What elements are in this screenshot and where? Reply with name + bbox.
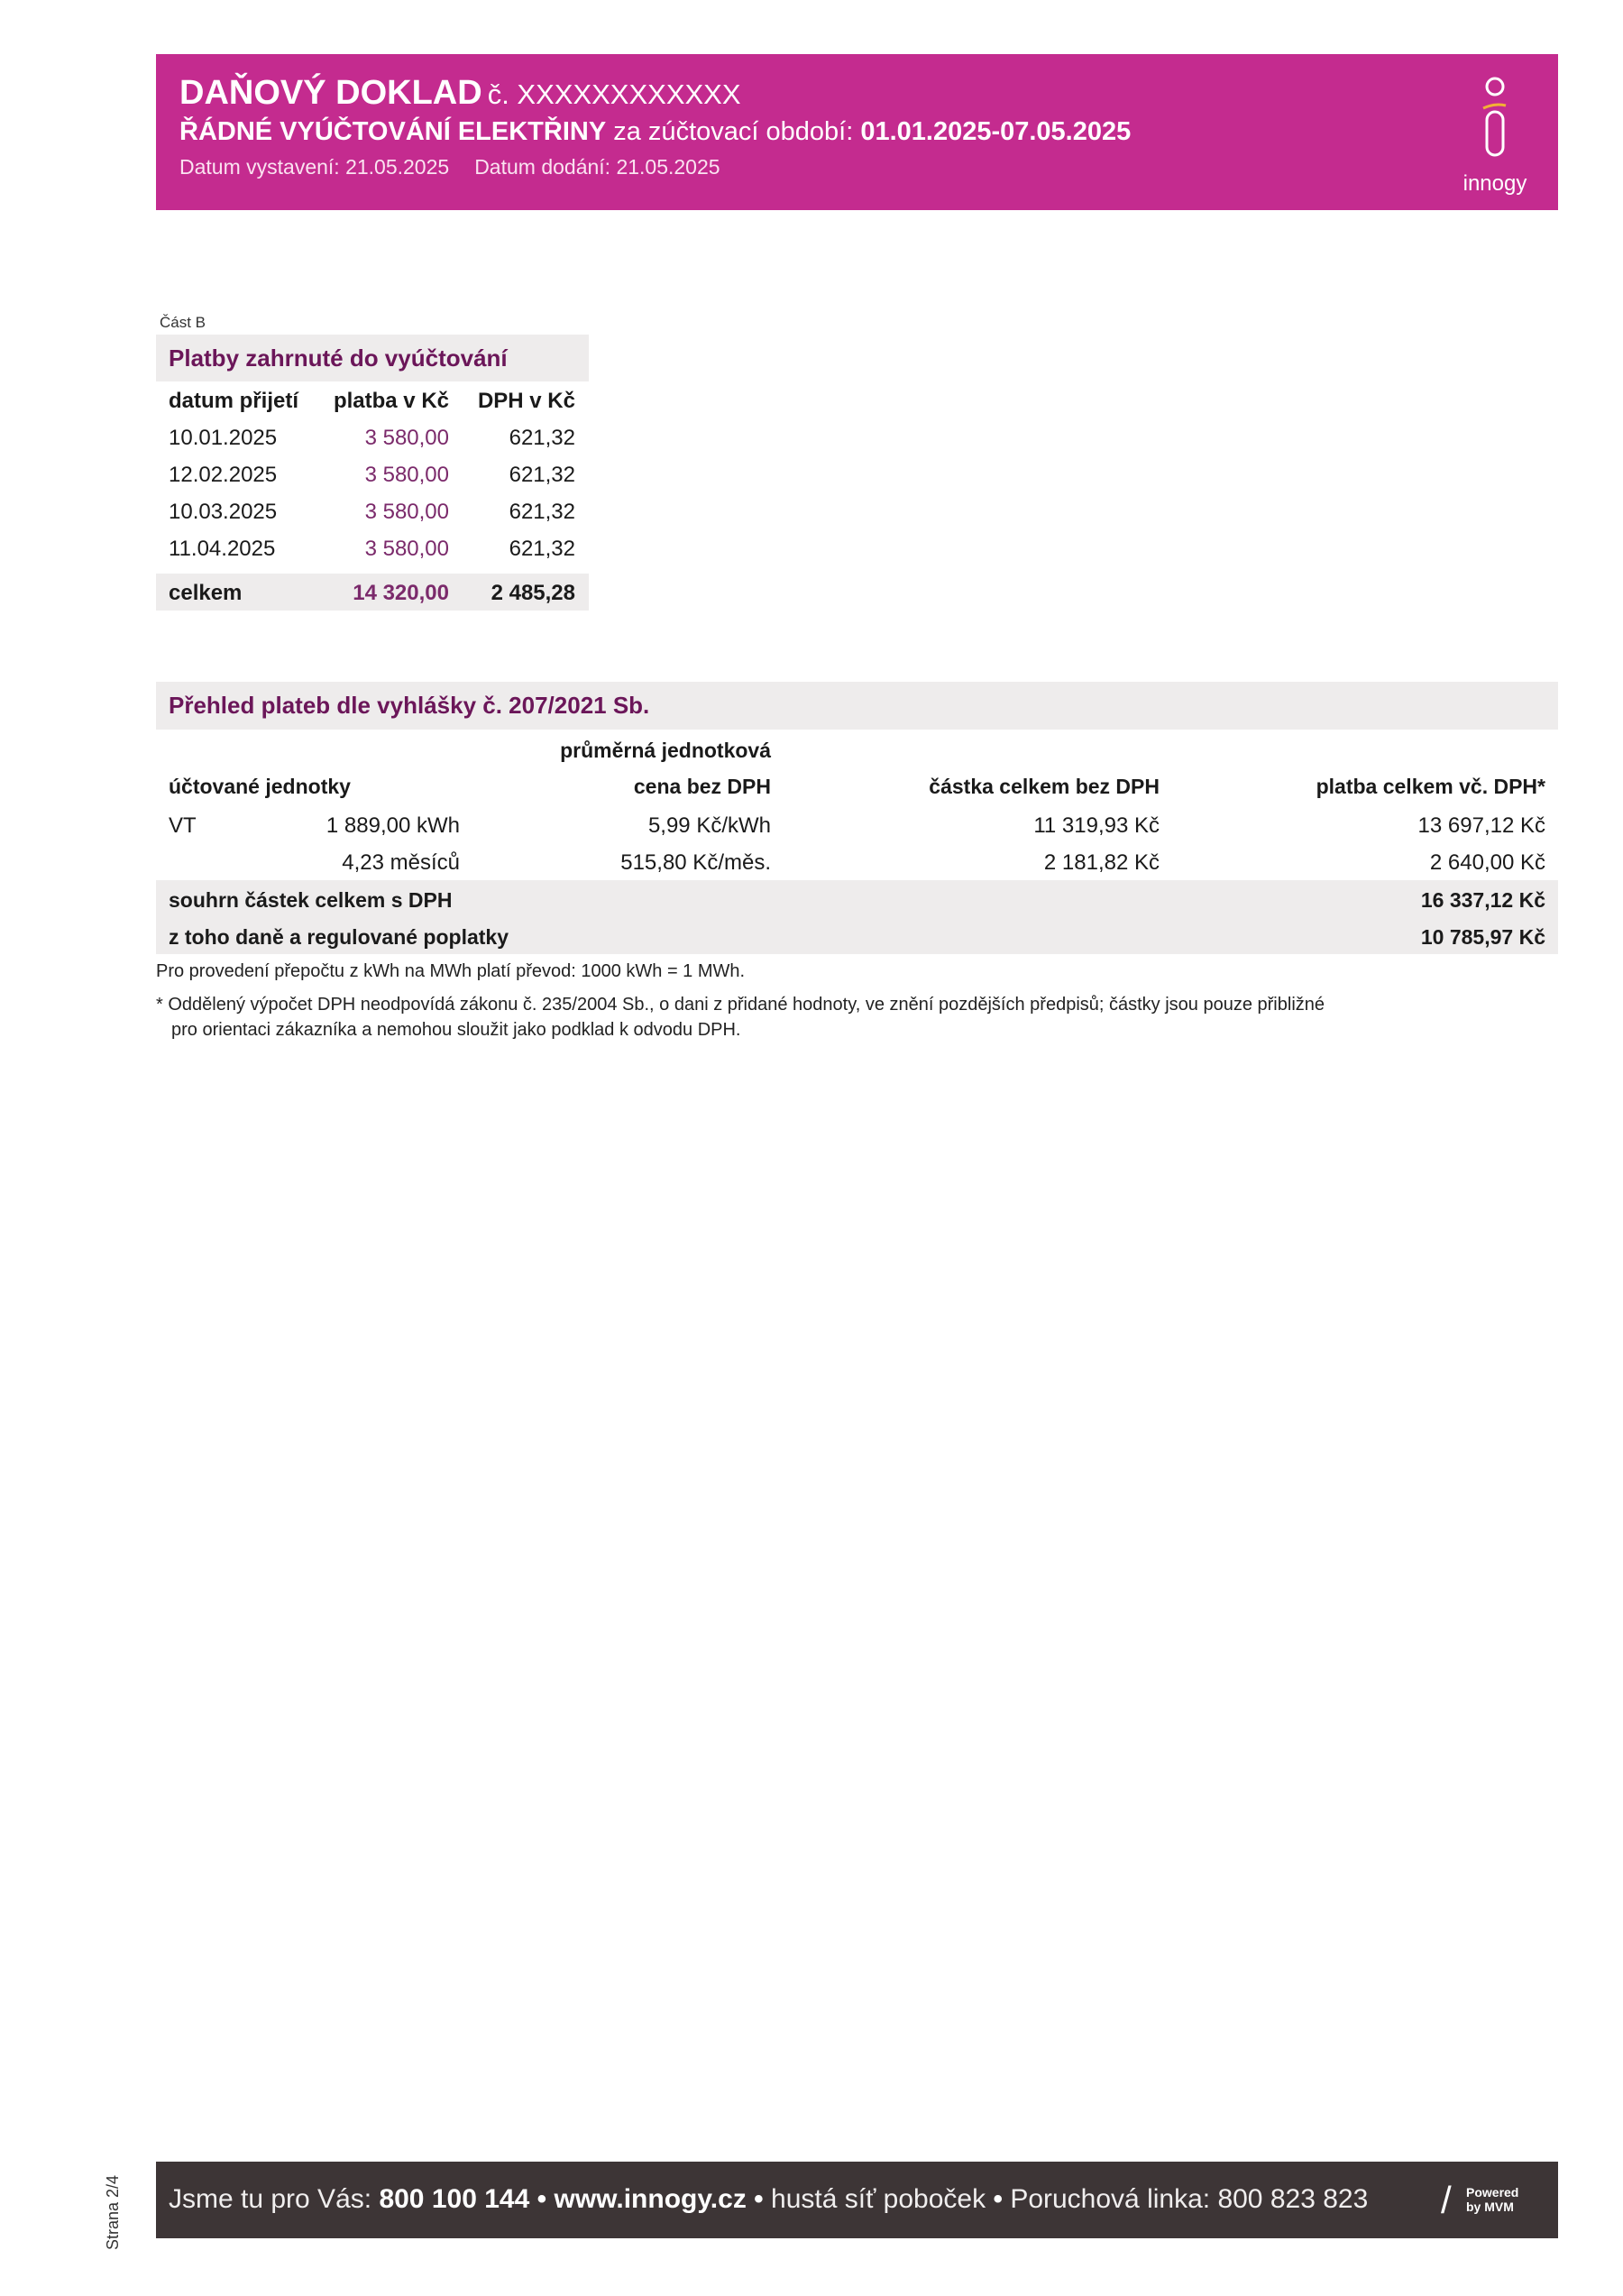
amount-excl-vat: 11 319,93 Kč: [1033, 813, 1160, 838]
billing-title: ŘÁDNÉ VYÚČTOVÁNÍ ELEKTŘINY: [179, 117, 607, 146]
part-label: Část B: [160, 314, 206, 331]
footer-bar: [156, 2162, 1558, 2238]
overview-header-row: [156, 730, 1558, 806]
col-date: datum přijetí: [169, 389, 299, 413]
document-header: [156, 54, 1558, 210]
payment-amount: 3 580,00: [364, 426, 449, 450]
vat-disclaimer-1: * Oddělený výpočet DPH neodpovídá zákonu č. 235/2004 Sb., o dani z přidané hodnoty, ve znění pozdějších předpisů; částky jsou pouze přibližné: [156, 995, 1325, 1015]
payment-vat: 621,32: [509, 500, 575, 524]
tariff: VT: [169, 813, 197, 838]
col-unit-price-1: průměrná jednotková: [560, 739, 771, 762]
issue-date: Datum vystavení: 21.05.2025: [179, 155, 450, 179]
col-vat: DPH v Kč: [477, 389, 575, 413]
taxes-label: z toho daně a regulované poplatky: [169, 925, 509, 949]
powered-line-1: Powered: [1466, 2185, 1519, 2200]
payment-date: 10.01.2025: [169, 426, 278, 450]
unit-price: 515,80 Kč/měs.: [620, 850, 771, 875]
overview-table: [156, 682, 1558, 954]
taxes-row: [156, 917, 1558, 954]
payment-date: 10.03.2025: [169, 500, 278, 524]
payment-amount: 3 580,00: [364, 537, 449, 561]
footer-bullet: •: [754, 2184, 764, 2214]
table-row: [156, 529, 589, 566]
col-units: účtované jednotky: [169, 775, 351, 798]
powered-by: [1466, 2185, 1518, 2214]
payment-date: 11.04.2025: [169, 537, 276, 561]
footer-bullet: •: [993, 2184, 1003, 2214]
payment-incl-vat: 13 697,12 Kč: [1417, 813, 1545, 838]
doc-type: DAŇOVÝ DOKLAD: [179, 74, 482, 112]
col-unit-price-2: cena bez DPH: [633, 775, 771, 798]
delivery-date: Datum dodání: 21.05.2025: [474, 155, 720, 179]
dates-line: [179, 155, 720, 179]
payments-header-row: [156, 381, 589, 418]
mvm-logo: [1441, 2181, 1531, 2222]
total-payment: 14 320,00: [353, 581, 449, 605]
quantity: 4,23 měsíců: [342, 850, 460, 875]
quantity: 1 889,00 kWh: [326, 813, 460, 838]
table-row: [156, 843, 1558, 880]
payment-vat: 621,32: [509, 426, 575, 450]
logo-text: innogy: [1463, 171, 1527, 196]
billing-period: 01.01.2025-07.05.2025: [860, 117, 1132, 146]
footer-contact: [169, 2184, 1368, 2215]
page-number: Strana 2/4: [104, 2174, 122, 2250]
payments-title: Platby zahrnuté do vyúčtování: [156, 335, 589, 381]
footer-phone[interactable]: 800 100 144: [379, 2184, 530, 2214]
billing-period-label: za zúčtovací období:: [613, 117, 854, 146]
sum-row: [156, 880, 1558, 917]
conversion-note: Pro provedení přepočtu z kWh na MWh platí převod: 1000 kWh = 1 MWh.: [156, 961, 746, 981]
vat-disclaimer-2: pro orientaci zákazníka a nemohou sloužit jako podklad k odvodu DPH.: [171, 1020, 741, 1040]
payment-date: 12.02.2025: [169, 463, 278, 487]
payments-table: [156, 335, 589, 611]
sum-value: 16 337,12 Kč: [1420, 888, 1545, 912]
total-label: celkem: [169, 581, 243, 605]
powered-line-2: by MVM: [1466, 2200, 1514, 2214]
unit-price: 5,99 Kč/kWh: [647, 813, 771, 838]
footer-branches: hustá síť poboček: [771, 2184, 986, 2214]
amount-excl-vat: 2 181,82 Kč: [1043, 850, 1160, 875]
col-amount: částka celkem bez DPH: [929, 775, 1160, 798]
payments-total-row: [156, 574, 589, 611]
footer-fault-line[interactable]: Poruchová linka: 800 823 823: [1010, 2184, 1369, 2214]
payment-vat: 621,32: [509, 463, 575, 487]
doc-title: [179, 74, 741, 113]
payment-amount: 3 580,00: [364, 500, 449, 524]
mvm-slash-icon: /: [1441, 2179, 1452, 2221]
doc-number: č. XXXXXXXXXXXX: [487, 78, 741, 110]
table-row: [156, 806, 1558, 843]
col-payment: platba v Kč: [333, 389, 449, 413]
footer-bullet: •: [536, 2184, 547, 2214]
overview-title: Přehled plateb dle vyhlášky č. 207/2021 Sb.: [156, 682, 1558, 730]
payment-amount: 3 580,00: [364, 463, 449, 487]
footer-prefix: Jsme tu pro Vás:: [169, 2184, 372, 2214]
innogy-logo: [1450, 72, 1540, 198]
payment-vat: 621,32: [509, 537, 575, 561]
sum-label: souhrn částek celkem s DPH: [169, 888, 453, 912]
table-row: [156, 455, 589, 492]
payment-incl-vat: 2 640,00 Kč: [1429, 850, 1545, 875]
billing-line: [179, 117, 1131, 147]
innogy-logo-icon: [1450, 72, 1540, 162]
footer-web[interactable]: www.innogy.cz: [554, 2184, 747, 2214]
col-payment-total: platba celkem vč. DPH*: [1316, 775, 1545, 798]
table-row: [156, 492, 589, 529]
table-row: [156, 418, 589, 455]
taxes-value: 10 785,97 Kč: [1420, 925, 1545, 949]
total-vat: 2 485,28: [491, 581, 575, 605]
